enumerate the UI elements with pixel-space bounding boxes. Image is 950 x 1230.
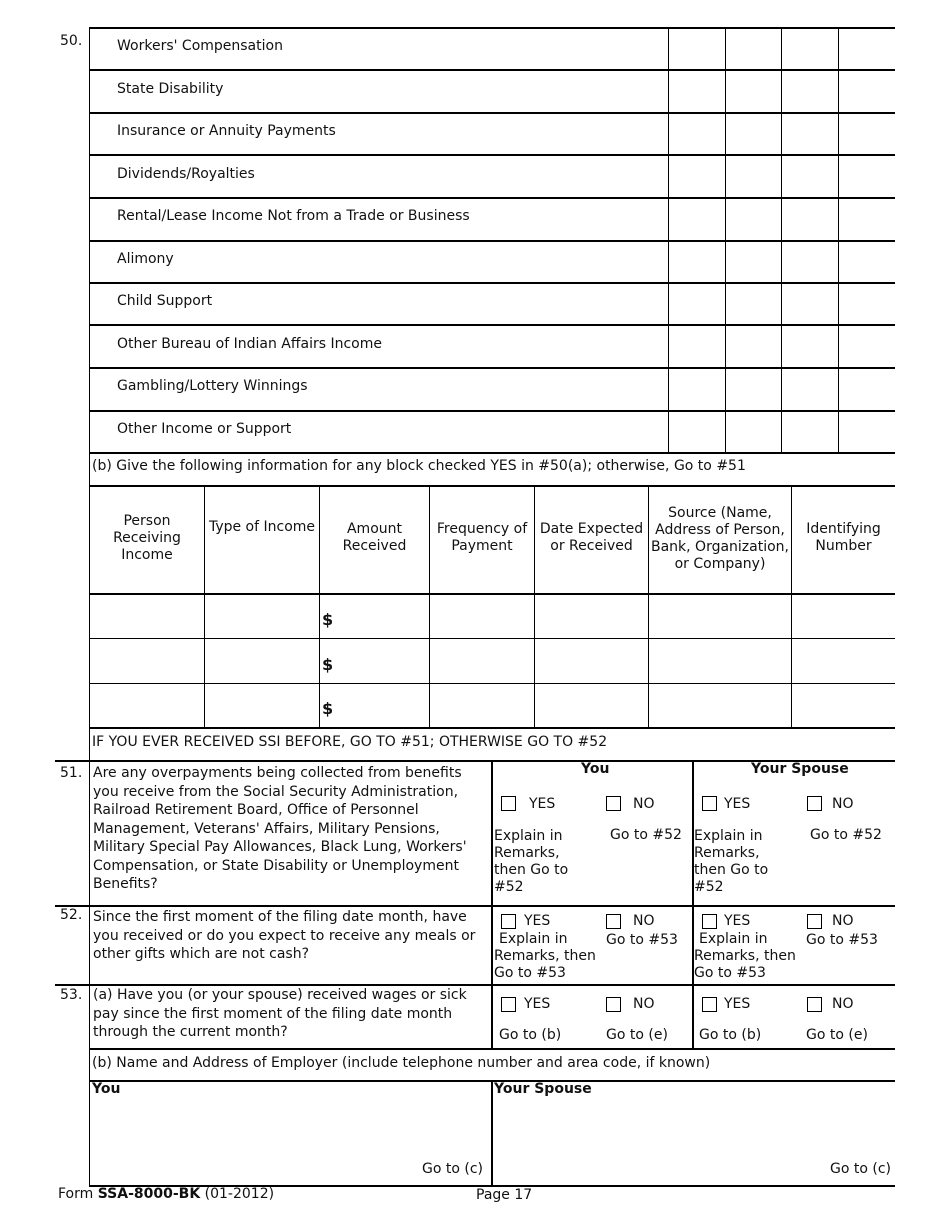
- part-b-instruction: (b) Give the following information for any block checked YES in #50(a); otherwise, Go to #51: [92, 458, 746, 474]
- header-line: Received: [342, 538, 407, 554]
- header-line: Bank, Organization,: [650, 539, 790, 555]
- yes-instruction: [694, 931, 796, 982]
- table-row[interactable]: [90, 596, 895, 638]
- yes-label: YES: [524, 996, 551, 1012]
- note-line: Remarks,: [494, 845, 560, 861]
- note-line: Go to #53: [494, 965, 566, 981]
- spouse-yes-checkbox[interactable]: [702, 997, 717, 1012]
- no-label: NO: [832, 996, 854, 1012]
- income-type-label: Dividends/Royalties: [117, 166, 255, 182]
- form-number: SSA-8000-BK: [97, 1186, 201, 1202]
- header-amount-received: [320, 521, 429, 555]
- currency-symbol: $: [322, 655, 334, 674]
- no-instruction: Go to (e): [806, 1027, 868, 1043]
- header-type-of-income: [205, 519, 319, 536]
- question-52-text: [93, 908, 475, 964]
- you-yes-checkbox[interactable]: [501, 914, 516, 929]
- spouse-yes-checkbox[interactable]: [702, 796, 717, 811]
- question-line: through the current month?: [93, 1024, 288, 1040]
- you-yes-checkbox[interactable]: [501, 796, 516, 811]
- question-line: Are any overpayments being collected from benefits: [93, 765, 462, 781]
- go-to-c: Go to (c): [830, 1161, 891, 1177]
- income-type-label: Gambling/Lottery Winnings: [117, 378, 308, 394]
- income-type-label: Insurance or Annuity Payments: [117, 123, 336, 139]
- row-divider: [89, 367, 895, 369]
- header-line: Source (Name,: [668, 505, 772, 521]
- note-line: #52: [694, 879, 724, 895]
- income-type-label: Other Bureau of Indian Affairs Income: [117, 336, 382, 352]
- table-row-divider: [89, 683, 895, 684]
- question-51-text: [93, 764, 467, 894]
- employer-spouse-label: Your Spouse: [494, 1081, 592, 1097]
- question-line: Since the first moment of the filing date month, have: [93, 909, 467, 925]
- header-source: [649, 505, 791, 573]
- note-line: Explain in: [699, 931, 768, 947]
- note-line: Explain in: [694, 828, 763, 844]
- header-frequency-of-payment: [430, 521, 534, 555]
- question-line: you receive from the Social Security Administration,: [93, 783, 459, 800]
- you-no-checkbox[interactable]: [606, 914, 621, 929]
- table-row[interactable]: [90, 685, 895, 727]
- table-bottom-border: [89, 727, 895, 729]
- question-number-52: 52.: [60, 907, 83, 923]
- grid-cell[interactable]: [782, 29, 838, 69]
- question-line: Military Special Pay Allowances, Black Lung, Workers': [93, 839, 467, 855]
- row-divider: [89, 240, 895, 242]
- question-line: Benefits?: [93, 876, 158, 892]
- yes-instruction: Go to (b): [699, 1027, 762, 1043]
- row-divider: [89, 154, 895, 156]
- no-instruction: Go to #53: [606, 932, 678, 948]
- grid-cell[interactable]: [669, 29, 725, 69]
- ssi-instruction: IF YOU EVER RECEIVED SSI BEFORE, GO TO #51; OTHERWISE GO TO #52: [92, 734, 608, 750]
- header-date-expected: [535, 521, 648, 555]
- income-type-label: Other Income or Support: [117, 421, 292, 437]
- yes-label: YES: [724, 913, 751, 929]
- spouse-no-checkbox[interactable]: [807, 914, 822, 929]
- header-line: Date Expected: [539, 521, 644, 537]
- question-number-51: 51.: [60, 765, 83, 781]
- no-label: NO: [633, 913, 655, 929]
- row-divider: [89, 324, 895, 326]
- header-line: or Company): [674, 556, 766, 572]
- no-instruction: Go to (e): [606, 1027, 668, 1043]
- employer-you-field[interactable]: [92, 1100, 488, 1155]
- question-line: other gifts which are not cash?: [93, 946, 310, 962]
- row-divider: [89, 452, 895, 454]
- header-line: or Received: [550, 538, 633, 554]
- header-line: Income: [121, 547, 173, 563]
- employer-spouse-field[interactable]: [495, 1100, 893, 1155]
- note-line: Remarks, then: [694, 948, 796, 964]
- header-line: Frequency of: [436, 521, 528, 537]
- column-header-you: You: [581, 761, 610, 777]
- note-line: #52: [494, 879, 524, 895]
- employer-you-label: You: [92, 1081, 121, 1097]
- no-instruction: Go to #52: [610, 827, 682, 843]
- header-line: Amount: [346, 521, 402, 537]
- income-type-label: Workers' Compensation: [117, 38, 283, 54]
- you-no-checkbox[interactable]: [606, 997, 621, 1012]
- header-line: Receiving: [113, 530, 181, 546]
- grid-cell[interactable]: [726, 29, 781, 69]
- form-prefix: Form: [58, 1186, 98, 1202]
- no-label: NO: [633, 796, 655, 812]
- header-line: Identifying: [806, 521, 881, 537]
- income-type-label: Rental/Lease Income Not from a Trade or Business: [117, 208, 470, 224]
- form-date: (01-2012): [200, 1186, 275, 1202]
- yes-instruction: [494, 828, 568, 896]
- page-number: Page 17: [476, 1187, 533, 1203]
- yes-instruction: [694, 828, 768, 896]
- table-header-bottom: [89, 593, 895, 595]
- header-line: Type of Income: [208, 519, 316, 535]
- question-number-50: 50.: [60, 33, 83, 49]
- table-row[interactable]: [90, 640, 895, 683]
- header-line: Person: [123, 513, 171, 529]
- note-line: Remarks,: [694, 845, 760, 861]
- no-label: NO: [633, 996, 655, 1012]
- you-no-checkbox[interactable]: [606, 796, 621, 811]
- header-line: Payment: [451, 538, 513, 554]
- income-type-label: Child Support: [117, 293, 213, 309]
- no-label: NO: [832, 913, 854, 929]
- question-number-53: 53.: [60, 987, 83, 1003]
- question-line: Railroad Retirement Board, Office of Personnel: [93, 802, 419, 818]
- no-instruction: Go to #53: [806, 932, 878, 948]
- go-to-c: Go to (c): [422, 1161, 483, 1177]
- yes-label: YES: [724, 996, 751, 1012]
- yes-instruction: [494, 931, 596, 982]
- question-line: Management, Veterans' Affairs, Military Pensions,: [93, 820, 440, 837]
- yes-label: YES: [529, 796, 556, 812]
- row-divider: [89, 197, 895, 199]
- row-divider: [89, 112, 895, 114]
- you-yes-checkbox[interactable]: [501, 997, 516, 1012]
- spouse-yes-checkbox[interactable]: [702, 914, 717, 929]
- section-divider: [55, 905, 895, 907]
- form-id: [58, 1186, 274, 1202]
- question-line: Compensation, or State Disability or Unemployment: [93, 857, 459, 874]
- note-line: then Go to: [494, 862, 569, 878]
- spouse-no-checkbox[interactable]: [807, 997, 822, 1012]
- employer-instruction: (b) Name and Address of Employer (include telephone number and area code, if known): [92, 1055, 711, 1071]
- income-type-label: Alimony: [117, 251, 174, 267]
- question-line: pay since the first moment of the filing date month: [93, 1005, 453, 1022]
- no-label: NO: [832, 796, 854, 812]
- column-header-spouse: Your Spouse: [751, 761, 849, 777]
- table-row-divider: [89, 638, 895, 639]
- question-line: (a) Have you (or your spouse) received wages or sick: [93, 987, 467, 1003]
- header-line: Address of Person,: [655, 522, 785, 538]
- income-type-label: State Disability: [117, 81, 224, 97]
- yes-label: YES: [724, 796, 751, 812]
- grid-cell[interactable]: [839, 29, 895, 69]
- section-divider: [89, 1048, 895, 1050]
- note-line: Go to #53: [694, 965, 766, 981]
- table-top-border: [89, 485, 895, 487]
- header-identifying-number: [792, 521, 895, 555]
- yes-instruction: Go to (b): [499, 1027, 562, 1043]
- no-instruction: Go to #52: [810, 827, 882, 843]
- employer-column-line: [491, 1081, 493, 1186]
- note-line: Explain in: [494, 828, 563, 844]
- spouse-no-checkbox[interactable]: [807, 796, 822, 811]
- row-divider: [89, 69, 895, 71]
- currency-symbol: $: [322, 699, 334, 718]
- note-line: Explain in: [499, 931, 568, 947]
- note-line: then Go to: [694, 862, 769, 878]
- question-53-text: [93, 986, 467, 1042]
- question-line: you received or do you expect to receive any meals or: [93, 927, 476, 944]
- currency-symbol: $: [322, 610, 334, 629]
- note-line: Remarks, then: [494, 948, 596, 964]
- header-person-receiving-income: [90, 513, 204, 564]
- header-line: Number: [815, 538, 872, 554]
- row-divider: [89, 282, 895, 284]
- row-divider: [89, 410, 895, 412]
- yes-label: YES: [524, 913, 551, 929]
